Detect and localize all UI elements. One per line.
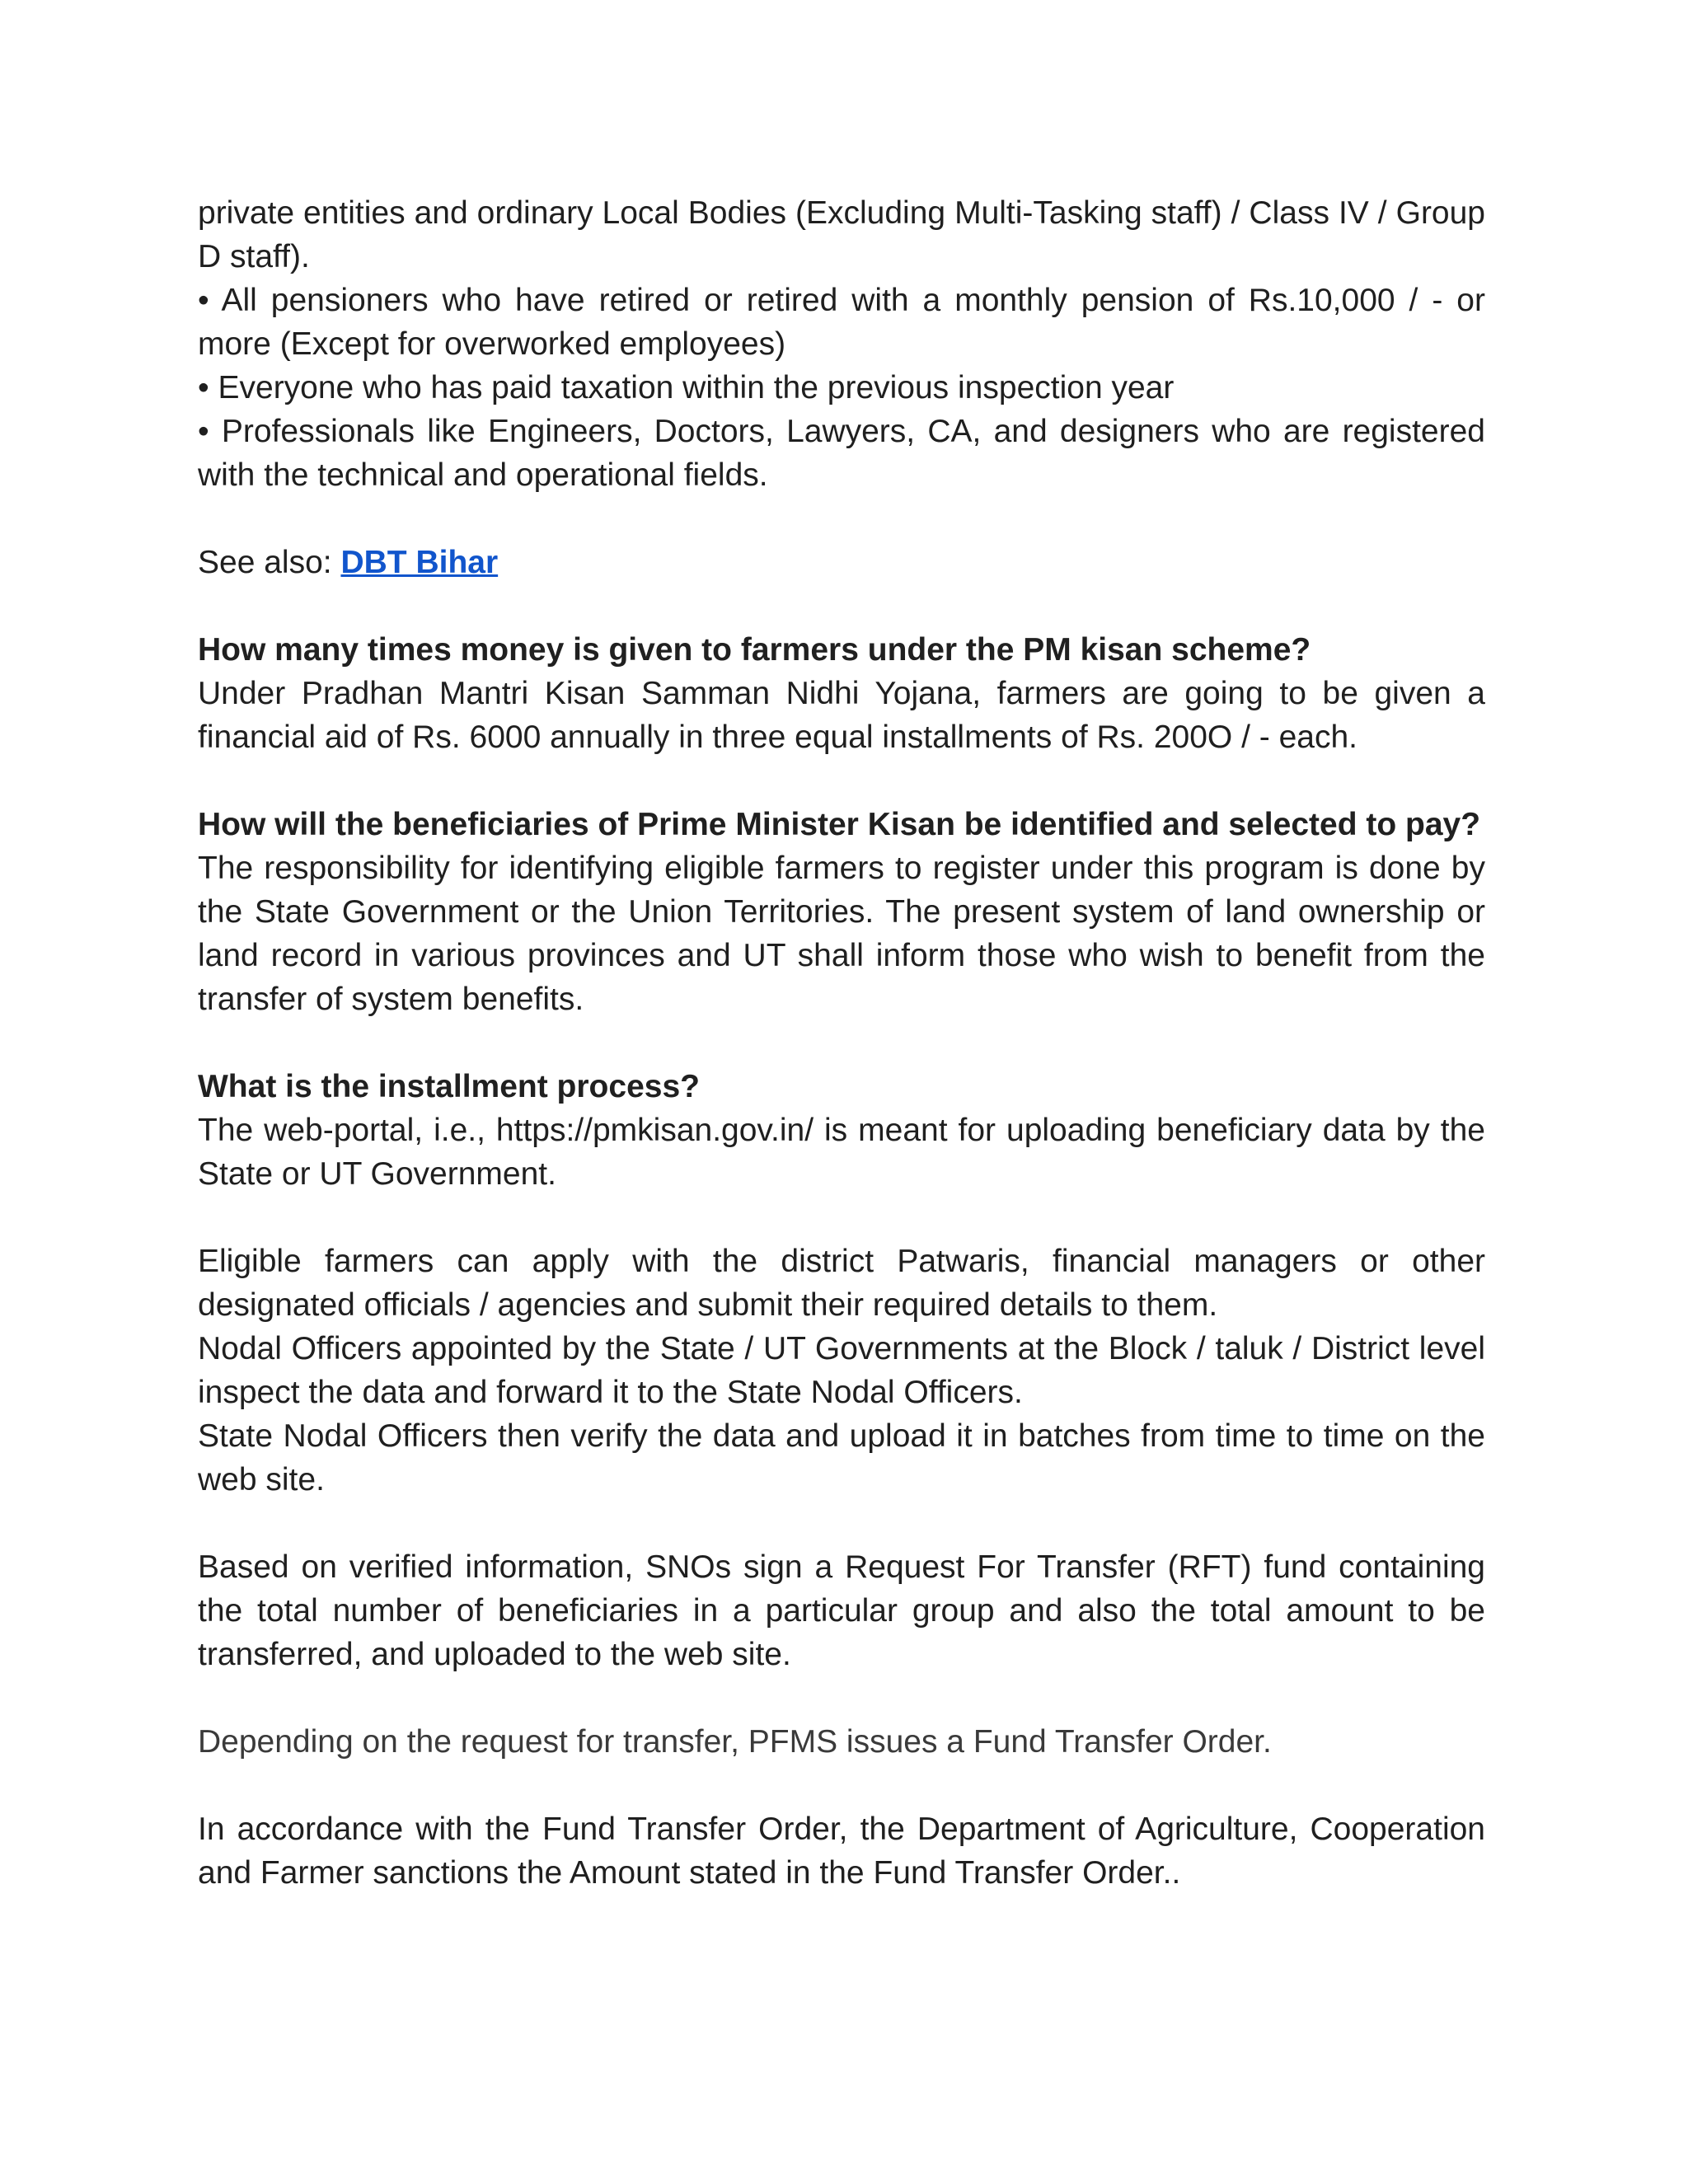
dbt-bihar-link[interactable]: DBT Bihar xyxy=(340,545,499,580)
see-also-line xyxy=(198,541,1485,584)
faq3-question: What is the installment process? xyxy=(198,1069,700,1104)
process-pfms: Depending on the request for transfer, PFMS issues a Fund Transfer Order. xyxy=(198,1724,1272,1760)
see-also-prefix: See also: xyxy=(198,545,341,580)
bullet-pensioners: • All pensioners who have retired or retired with a monthly pension of Rs.10,000 / - or more (Except for overworked employees) xyxy=(198,283,1485,362)
bullet-taxpayers: • Everyone who has paid taxation within the previous inspection year xyxy=(198,370,1175,405)
process-nodal-officers: Nodal Officers appointed by the State / UT Governments at the Block / taluk / District level inspect the data and forward it to the State Nodal Officers. xyxy=(198,1331,1485,1410)
process-rft: Based on verified information, SNOs sign a Request For Transfer (RFT) fund containing the total number of beneficiaries in a particular group and also the total amount to be transferred, and uploaded to the web site. xyxy=(198,1549,1485,1672)
document-page xyxy=(198,191,1485,1895)
process-apply: Eligible farmers can apply with the district Patwaris, financial managers or other designated officials / agencies and submit their required details to them. xyxy=(198,1244,1485,1323)
intro-continuation: private entities and ordinary Local Bodies (Excluding Multi-Tasking staff) / Class IV / Group D staff). xyxy=(198,195,1485,274)
faq2-answer: The responsibility for identifying eligible farmers to register under this program is done by the State Government or the Union Territories. The present system of land ownership or land record in various provinces and UT shall inform those who wish to benefit from the transfer of system benefits. xyxy=(198,851,1485,1017)
process-sanction: In accordance with the Fund Transfer Order, the Department of Agriculture, Cooperation and Farmer sanctions the Amount stated in the Fund Transfer Order.. xyxy=(198,1811,1485,1891)
faq3-answer: The web-portal, i.e., https://pmkisan.gov.in/ is meant for uploading beneficiary data by the State or UT Government. xyxy=(198,1113,1485,1192)
bullet-professionals: • Professionals like Engineers, Doctors, Lawyers, CA, and designers who are registered with the technical and operational fields. xyxy=(198,414,1485,493)
faq1-answer: Under Pradhan Mantri Kisan Samman Nidhi Yojana, farmers are going to be given a financial aid of Rs. 6000 annually in three equal installments of Rs. 200O / - each. xyxy=(198,676,1485,755)
process-state-nodal: State Nodal Officers then verify the data and upload it in batches from time to time on the web site. xyxy=(198,1418,1485,1497)
faq1-question: How many times money is given to farmers under the PM kisan scheme? xyxy=(198,632,1311,668)
faq2-question: How will the beneficiaries of Prime Minister Kisan be identified and selected to pay? xyxy=(198,807,1481,842)
